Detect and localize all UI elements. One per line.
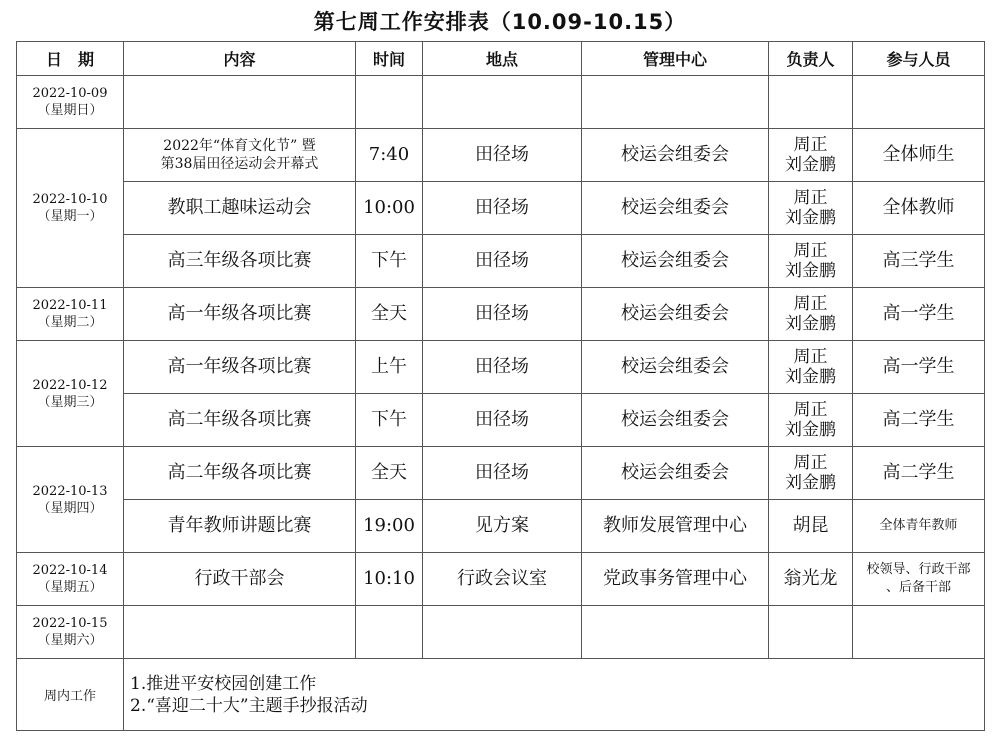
time-cell: 19:00 [356, 500, 423, 553]
lead-name: 刘金鹏 [785, 367, 836, 387]
weekly-work-row [17, 659, 985, 731]
content-cell: 高一年级各项比赛 [124, 341, 356, 394]
participants-cell [853, 606, 985, 659]
participants-cell: 高三学生 [853, 235, 985, 288]
date-value: 2022-10-09 [32, 86, 108, 101]
date-value: 2022-10-14 [32, 563, 108, 578]
lead-cell [769, 341, 853, 394]
date-cell [17, 447, 124, 553]
lead-name: 刘金鹏 [785, 473, 836, 493]
weekly-work-item: 1.推进平安校园创建工作 [130, 673, 317, 694]
lead-cell: 胡昆 [769, 500, 853, 553]
weekday-value: （星期一） [37, 209, 103, 224]
participants-cell: 全体师生 [853, 129, 985, 182]
weekly-work-item: 2.“喜迎二十大”主题手抄报活动 [130, 695, 368, 716]
location-cell: 田径场 [423, 341, 582, 394]
lead-name: 周正 [793, 241, 828, 261]
center-cell: 校运会组委会 [582, 288, 769, 341]
content-cell: 高二年级各项比赛 [124, 447, 356, 500]
lead-name: 周正 [793, 400, 828, 420]
center-cell: 党政事务管理中心 [582, 553, 769, 606]
lead-name: 周正 [793, 347, 828, 367]
weekday-value: （星期五） [37, 580, 103, 595]
header-location: 地点 [423, 42, 582, 76]
lead-cell [769, 288, 853, 341]
date-value: 2022-10-15 [32, 616, 108, 631]
location-cell: 田径场 [423, 235, 582, 288]
content-cell: 青年教师讲题比赛 [124, 500, 356, 553]
time-cell: 10:00 [356, 182, 423, 235]
content-cell [124, 76, 356, 129]
time-cell: 上午 [356, 341, 423, 394]
date-cell [17, 553, 124, 606]
table-row [17, 182, 985, 235]
content-cell [124, 129, 356, 182]
header-center: 管理中心 [582, 42, 769, 76]
location-cell [423, 606, 582, 659]
lead-cell [769, 606, 853, 659]
content-line: 第38届田径运动会开幕式 [160, 156, 319, 172]
time-cell: 全天 [356, 288, 423, 341]
content-cell: 高二年级各项比赛 [124, 394, 356, 447]
time-cell [356, 606, 423, 659]
participants-cell: 全体青年教师 [853, 500, 985, 553]
schedule-table [16, 41, 985, 731]
center-cell [582, 606, 769, 659]
participants-line: 、后备干部 [885, 580, 951, 595]
lead-name: 刘金鹏 [785, 155, 836, 175]
table-row [17, 288, 985, 341]
table-row [17, 500, 985, 553]
lead-name: 周正 [793, 294, 828, 314]
weekday-value: （星期六） [37, 633, 103, 648]
lead-cell [769, 76, 853, 129]
lead-name: 刘金鹏 [785, 261, 836, 281]
location-cell: 田径场 [423, 394, 582, 447]
center-cell: 教师发展管理中心 [582, 500, 769, 553]
content-cell: 教职工趣味运动会 [124, 182, 356, 235]
lead-name: 周正 [793, 135, 828, 155]
participants-cell: 高一学生 [853, 341, 985, 394]
lead-name: 刘金鹏 [785, 420, 836, 440]
lead-name: 周正 [793, 453, 828, 473]
table-row [17, 235, 985, 288]
header-lead: 负责人 [769, 42, 853, 76]
weekday-value: （星期日） [37, 103, 103, 118]
location-cell: 行政会议室 [423, 553, 582, 606]
table-row [17, 394, 985, 447]
participants-cell: 高一学生 [853, 288, 985, 341]
center-cell: 校运会组委会 [582, 447, 769, 500]
time-cell: 全天 [356, 447, 423, 500]
date-value: 2022-10-13 [32, 483, 108, 499]
location-cell: 田径场 [423, 182, 582, 235]
participants-cell: 高二学生 [853, 394, 985, 447]
date-cell [17, 341, 124, 447]
location-cell: 田径场 [423, 288, 582, 341]
participants-cell: 全体教师 [853, 182, 985, 235]
center-cell: 校运会组委会 [582, 129, 769, 182]
lead-cell [769, 182, 853, 235]
date-cell [17, 76, 124, 129]
date-cell [17, 288, 124, 341]
date-value: 2022-10-10 [32, 192, 108, 207]
table-row [17, 606, 985, 659]
participants-line: 校领导、行政干部 [866, 562, 971, 577]
table-row [17, 129, 985, 182]
header-participants: 参与人员 [853, 42, 985, 76]
content-line: 2022年“体育文化节” 暨 [163, 138, 316, 154]
time-cell: 下午 [356, 394, 423, 447]
lead-cell [769, 394, 853, 447]
location-cell: 田径场 [423, 447, 582, 500]
time-cell: 7:40 [356, 129, 423, 182]
content-cell [124, 606, 356, 659]
lead-cell [769, 235, 853, 288]
center-cell [582, 76, 769, 129]
content-cell: 行政干部会 [124, 553, 356, 606]
content-cell: 高一年级各项比赛 [124, 288, 356, 341]
header-content: 内容 [124, 42, 356, 76]
content-cell: 高三年级各项比赛 [124, 235, 356, 288]
participants-cell [853, 553, 985, 606]
time-cell [356, 76, 423, 129]
date-value: 2022-10-11 [32, 298, 108, 313]
center-cell: 校运会组委会 [582, 235, 769, 288]
lead-cell [769, 129, 853, 182]
table-row [17, 341, 985, 394]
center-cell: 校运会组委会 [582, 394, 769, 447]
date-cell [17, 606, 124, 659]
table-row [17, 76, 985, 129]
lead-name: 刘金鹏 [785, 314, 836, 334]
location-cell: 田径场 [423, 129, 582, 182]
time-cell: 10:10 [356, 553, 423, 606]
lead-cell: 翁光龙 [769, 553, 853, 606]
weekly-work-items [124, 659, 985, 731]
location-cell: 见方案 [423, 500, 582, 553]
lead-name: 刘金鹏 [785, 208, 836, 228]
header-row [17, 42, 985, 76]
date-value: 2022-10-12 [32, 377, 108, 393]
table-row [17, 447, 985, 500]
date-cell [17, 129, 124, 288]
location-cell [423, 76, 582, 129]
lead-cell [769, 447, 853, 500]
participants-cell [853, 76, 985, 129]
page-title: 第七周工作安排表（10.09-10.15） [313, 10, 687, 34]
header-date: 日 期 [17, 42, 124, 76]
center-cell: 校运会组委会 [582, 182, 769, 235]
lead-name: 周正 [793, 188, 828, 208]
time-cell: 下午 [356, 235, 423, 288]
header-time: 时间 [356, 42, 423, 76]
weekday-value: （星期四） [37, 500, 103, 516]
table-row [17, 553, 985, 606]
weekday-value: （星期三） [37, 394, 103, 410]
participants-cell: 高二学生 [853, 447, 985, 500]
weekday-value: （星期二） [37, 315, 103, 330]
center-cell: 校运会组委会 [582, 341, 769, 394]
weekly-work-label: 周内工作 [17, 659, 124, 731]
